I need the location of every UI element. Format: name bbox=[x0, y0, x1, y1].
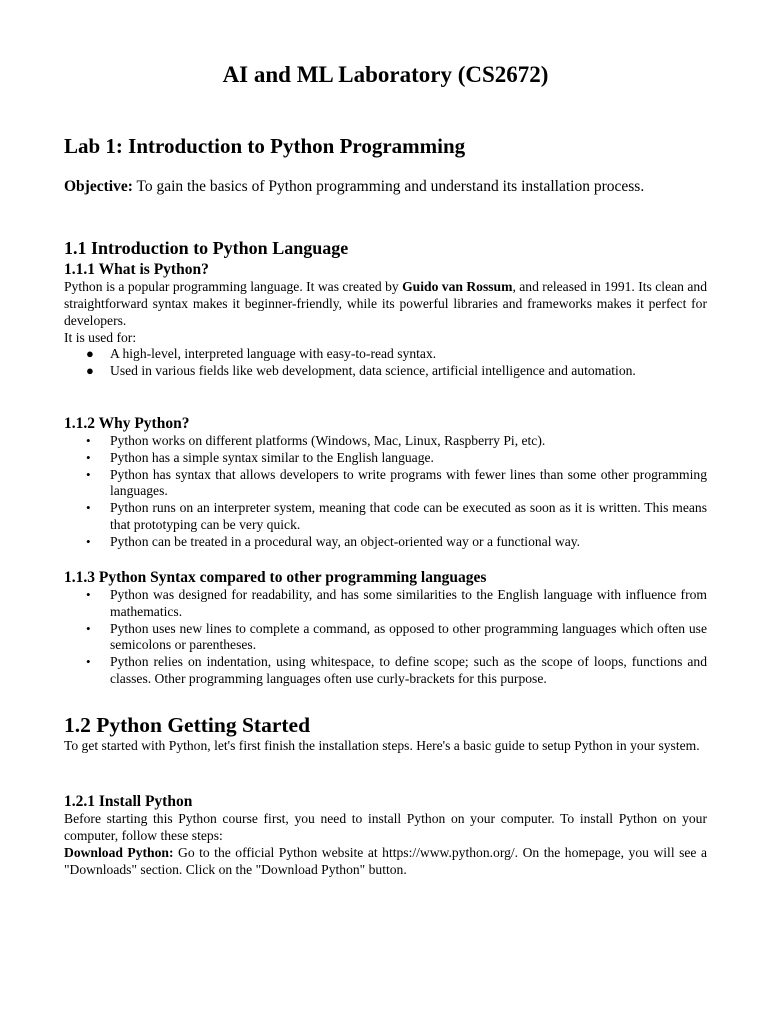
what-is-python-paragraph bbox=[64, 278, 707, 346]
list-item bbox=[64, 500, 707, 534]
list-item-text: Python has a simple syntax similar to the English language. bbox=[110, 449, 434, 465]
list-item-text: Used in various fields like web development, data science, artificial intelligence and automation. bbox=[110, 362, 636, 378]
list-item bbox=[64, 587, 707, 621]
list-item bbox=[64, 450, 707, 467]
bullet-icon: • bbox=[86, 654, 91, 670]
syntax-comparison-list bbox=[64, 587, 707, 688]
bullet-icon: ● bbox=[86, 346, 94, 361]
used-for-label: It is used for: bbox=[64, 330, 137, 345]
section-1-1-heading: 1.1 Introduction to Python Language bbox=[64, 238, 349, 258]
why-python-list bbox=[64, 433, 707, 551]
list-item bbox=[64, 534, 707, 551]
list-item bbox=[64, 654, 707, 688]
section-1-1-2-heading: 1.1.2 Why Python? bbox=[64, 415, 190, 432]
document-title: AI and ML Laboratory (CS2672) bbox=[222, 62, 549, 87]
list-item bbox=[64, 467, 707, 501]
objective-label: Objective: bbox=[64, 178, 133, 195]
list-item bbox=[64, 346, 707, 363]
what-is-python-text-a: Python is a popular programming language. It was created by bbox=[64, 279, 403, 294]
bullet-icon: • bbox=[86, 433, 91, 448]
what-is-python-text-b: , and released in 1991. Its clean and straightforward syntax makes it beginner-friendly, while its powerful libraries and frameworks makes it perfect for developers. bbox=[64, 279, 707, 328]
objective-paragraph bbox=[64, 177, 707, 197]
list-item-text: Python was designed for readability, and has some similarities to the English language with influence from mathematics. bbox=[110, 587, 707, 619]
list-item-text: A high-level, interpreted language with easy-to-read syntax. bbox=[110, 346, 437, 361]
download-python-text: Go to the official Python website at https://www.python.org/. On the homepage, you will see a "Downloads" section. Click on the "Download Python" button. bbox=[64, 845, 707, 877]
bullet-icon: • bbox=[86, 533, 91, 549]
list-item bbox=[64, 621, 707, 655]
list-item-text: Python runs on an interpreter system, meaning that code can be executed as soon as it is written. This means that prototyping can be very quick. bbox=[110, 500, 707, 532]
getting-started-intro: To get started with Python, let's first finish the installation steps. Here's a basic guide to setup Python in your system. bbox=[64, 738, 700, 753]
bullet-icon: • bbox=[86, 449, 91, 465]
bullet-icon: • bbox=[86, 466, 91, 482]
bullet-icon: • bbox=[86, 500, 91, 516]
list-item-text: Python relies on indentation, using whitespace, to define scope; such as the scope of loops, functions and classes. Other programming languages often use curly-brackets for this purpose. bbox=[110, 654, 707, 686]
list-item bbox=[64, 433, 707, 450]
list-item-text: Python works on different platforms (Windows, Mac, Linux, Raspberry Pi, etc). bbox=[110, 433, 546, 448]
lab-title: Lab 1: Introduction to Python Programming bbox=[64, 134, 466, 158]
list-item-text: Python has syntax that allows developers to write programs with fewer lines than some other programming languages. bbox=[110, 466, 707, 499]
install-python-text: Before starting this Python course first, you need to install Python on your computer. To install Python on your computer, follow these steps: bbox=[64, 811, 707, 843]
used-for-list bbox=[64, 346, 707, 380]
section-1-1-1-heading: 1.1.1 What is Python? bbox=[64, 261, 209, 278]
download-python-label: Download Python: bbox=[64, 845, 174, 860]
bullet-icon: • bbox=[86, 587, 91, 602]
section-1-1-3-heading: 1.1.3 Python Syntax compared to other programming languages bbox=[64, 569, 487, 586]
bullet-icon: • bbox=[86, 620, 91, 636]
install-python-paragraph bbox=[64, 810, 707, 878]
section-1-2-1-heading: 1.2.1 Install Python bbox=[64, 793, 193, 810]
list-item bbox=[64, 363, 707, 380]
guido-van-rossum: Guido van Rossum bbox=[402, 279, 513, 294]
objective-text: To gain the basics of Python programming and understand its installation process. bbox=[132, 178, 645, 195]
bullet-icon: ● bbox=[86, 362, 94, 378]
list-item-text: Python uses new lines to complete a command, as opposed to other programming languages which often use semicolons or parentheses. bbox=[110, 620, 707, 653]
section-1-2-heading: 1.2 Python Getting Started bbox=[64, 713, 311, 737]
list-item-text: Python can be treated in a procedural way, an object-oriented way or a functional way. bbox=[110, 533, 581, 549]
